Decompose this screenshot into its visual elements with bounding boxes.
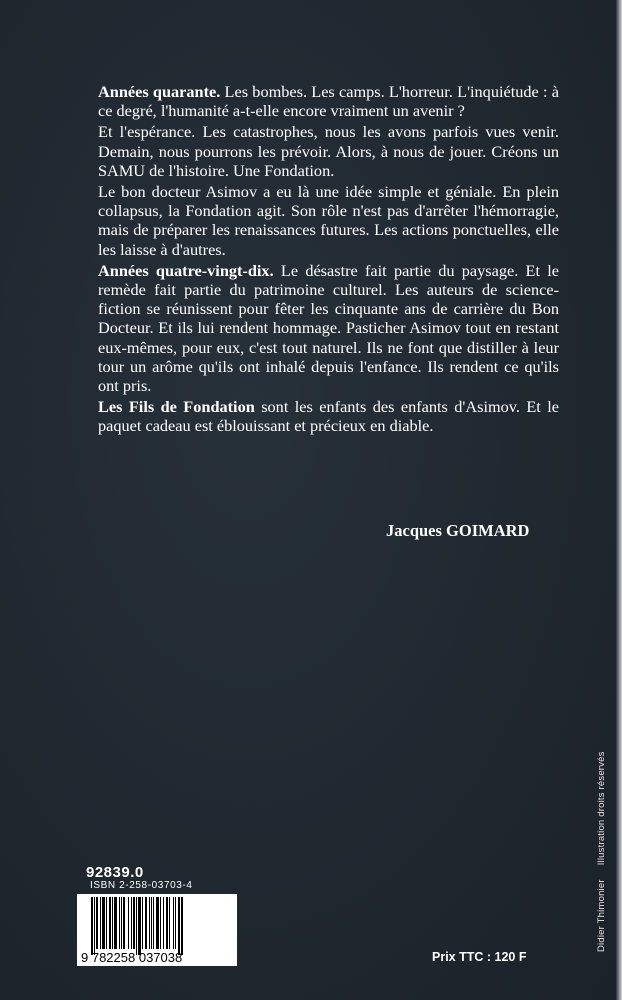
cover-edge: [616, 0, 622, 1000]
paragraph-1-body: Les bombes. Les camps. L'horreur. L'inquiétude : à ce degré, l'humanité a-t-elle encore vraiment un avenir ?: [98, 82, 559, 121]
paragraph-4-body: Le désastre fait partie du paysage. Et le remède fait partie du patrimoine culturel. Les auteurs de science-fiction se réunissent pour fêter les cinquante ans de carrière du Bon Docteur. Et ils lui rendent hommage. Pasticher Asimov tout en restant eux-mêmes, pour eux, c'est tout naturel. Ils ne font que distiller à leur tour un arôme qu'ils ont inhalé depuis l'enfance. Ils rendent ce qu'ils ont pris.: [98, 260, 559, 396]
paragraph-5: [98, 397, 559, 435]
paragraph-3-body: Le bon docteur Asimov a eu là une idée simple et géniale. En plein collapsus, la Fondation agit. Son rôle n'est pas d'arrêter l'hémorragie, mais de préparer les renaissances futures. Les actions ponctuelles, elle les laisse à d'autres.: [98, 182, 559, 259]
barcode-bar: [151, 897, 152, 949]
barcode-bar: [112, 897, 113, 949]
paragraph-5-lead: Les Fils de Fondation: [98, 397, 255, 417]
barcode-bar: [106, 897, 107, 949]
barcode-bar: [121, 897, 122, 949]
barcode-bar: [153, 897, 154, 949]
paragraph-4-lead: Années quatre-vingt-dix.: [98, 260, 274, 280]
barcode-bar: [114, 897, 117, 949]
author-signature: Jacques GOIMARD: [386, 521, 530, 540]
barcode-bar: [102, 897, 105, 949]
barcode-bar: [109, 897, 111, 949]
rights-notice: Illustration droits réservés: [596, 751, 607, 866]
barcode-bar: [149, 897, 150, 949]
paragraph-4: [98, 261, 559, 395]
barcode-bar: [163, 897, 164, 949]
barcode-bar: [160, 897, 161, 949]
barcode-bar: [136, 897, 137, 955]
isbn-number: ISBN 2-258-03703-4: [90, 880, 193, 891]
barcode-bar: [166, 897, 168, 949]
price-label: Prix TTC : 120 F: [432, 950, 527, 964]
barcode-bar: [91, 897, 93, 955]
barcode-bar: [145, 897, 147, 949]
product-code: 92839.0: [86, 864, 144, 881]
barcode: [77, 894, 237, 966]
barcode-bar: [100, 897, 101, 949]
paragraph-5-body: sont les enfants des enfants d'Asimov. Et le paquet cadeau est éblouissant et précieux en diable.: [98, 397, 559, 436]
barcode-bar: [133, 897, 135, 949]
illustration-credit: [596, 737, 607, 952]
barcode-bar: [169, 897, 170, 949]
barcode-bar: [131, 897, 132, 949]
barcode-bar: [173, 897, 174, 949]
barcode-bar: [138, 897, 141, 955]
blurb-text: [98, 82, 559, 438]
barcode-bar: [178, 897, 180, 955]
barcode-bar: [181, 897, 183, 955]
paragraph-1-lead: Années quarante.: [98, 82, 221, 101]
barcode-bar: [175, 897, 176, 949]
paragraph-3: [98, 182, 559, 259]
barcode-bar: [142, 897, 143, 949]
barcode-bar: [96, 897, 98, 949]
barcode-bar: [94, 897, 95, 955]
paragraph-1: [98, 82, 559, 120]
paragraph-2: [98, 122, 559, 180]
barcode-bar: [128, 897, 129, 949]
barcode-digits: 9 782258 037038: [81, 950, 183, 965]
illustrator-name: Didier Thimonier: [596, 879, 607, 952]
barcode-bar: [156, 897, 159, 949]
barcode-bar: [119, 897, 120, 949]
paragraph-2-body: Et l'espérance. Les catastrophes, nous les avons parfois vues venir. Demain, nous pourrons les prévoir. Alors, à nous de jouer. Créons un SAMU de l'histoire. Une Fondation.: [98, 122, 559, 180]
barcode-bar: [123, 897, 125, 949]
barcode-graphic: [77, 894, 237, 966]
